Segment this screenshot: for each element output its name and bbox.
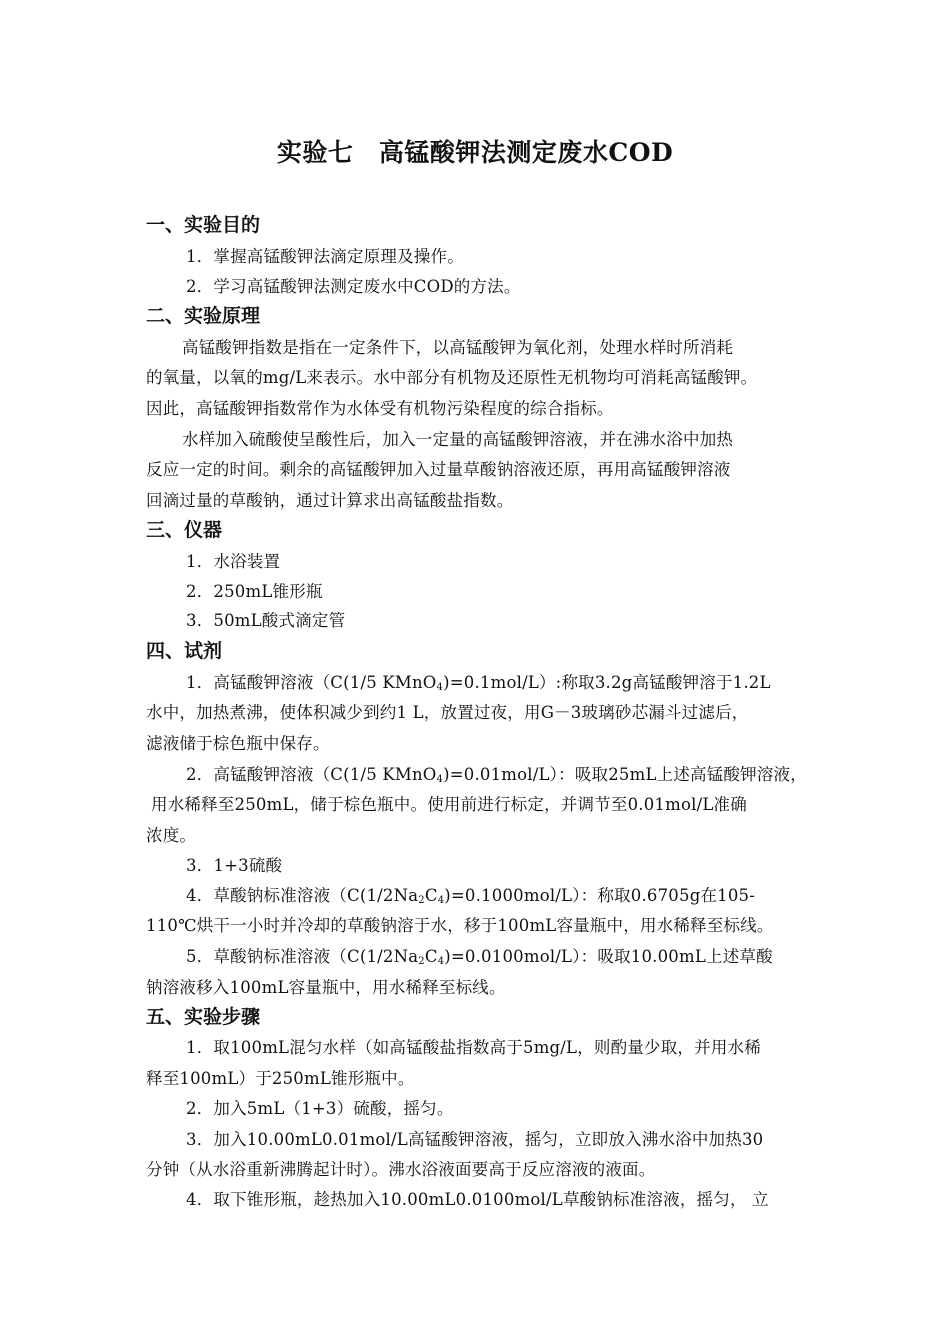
apparatus-item-2: 2．250mL锥形瓶: [186, 582, 323, 601]
reagent-2-line-3: 浓度。: [146, 826, 197, 845]
reagent-2-line-2: 用水稀释至250mL，储于棕色瓶中。使用前进行标定，并调节至0.01mol/L准确: [151, 795, 747, 814]
reagent-2-text-b: )=0.01mol/L）：吸取25mL上述高锰酸钾溶液，: [443, 765, 807, 784]
reagent-2-text-a: 2．高锰酸钾溶液（C(1/5 KMnO: [186, 765, 437, 784]
procedure-step-3-line-2: 分钟（从水浴重新沸腾起计时）。沸水浴液面要高于反应溶液的液面。: [146, 1160, 656, 1179]
procedure-step-2: 2．加入5mL（1+3）硫酸，摇匀。: [186, 1099, 454, 1118]
principle-line-2: 的氧量，以氧的mg/L来表示。水中部分有机物及还原性无机物均可消耗高锰酸钾。: [146, 368, 758, 387]
section-heading-procedure: 五、实验步骤: [146, 1006, 261, 1028]
reagent-5-line-2: 钠溶液移入100mL容量瓶中，用水稀释至标线。: [146, 978, 506, 997]
apparatus-item-1: 1．水浴装置: [186, 552, 281, 571]
section-heading-reagents: 四、试剂: [146, 640, 223, 662]
reagent-3-line-1: 3．1+3硫酸: [186, 856, 283, 875]
subscript-4: 4: [437, 956, 445, 967]
procedure-step-1-line-1: 1．取100mL混匀水样（如高锰酸盐指数高于5mg/L，则酌量少取，并用水稀: [186, 1038, 761, 1057]
reagent-1-line-3: 滤液储于棕色瓶中保存。: [146, 734, 330, 753]
principle-line-6: 回滴过量的草酸钠，通过计算求出高锰酸盐指数。: [146, 491, 514, 510]
subscript-2: 2: [418, 895, 425, 906]
reagent-1-text-b: )=0.1mol/L）:称取3.2g高锰酸钾溶于1.2L: [443, 673, 771, 692]
purpose-item-2: 2．学习高锰酸钾法测定废水中COD的方法。: [186, 277, 521, 296]
reagent-5-text-a: 5．草酸钠标准溶液（C(1/2Na: [186, 947, 419, 966]
section-heading-apparatus: 三、仪器: [146, 519, 223, 541]
reagent-4-text-c: C: [424, 886, 438, 905]
principle-line-4: 水样加入硫酸使呈酸性后，加入一定量的高锰酸钾溶液，并在沸水浴中加热: [182, 430, 734, 449]
reagent-2-line-1: [186, 761, 807, 785]
reagent-5-line-1: [186, 943, 773, 967]
procedure-step-4-line-1: 4．取下锥形瓶，趁热加入10.00mL0.0100mol/L草酸钠标准溶液，摇匀， 立: [186, 1190, 769, 1209]
principle-line-3: 因此，高锰酸钾指数常作为水体受有机物污染程度的综合指标。: [146, 399, 614, 418]
reagent-4-line-1: [186, 882, 755, 906]
purpose-item-1: 1．掌握高锰酸钾法滴定原理及操作。: [186, 247, 464, 266]
reagent-1-line-1: [186, 669, 771, 693]
procedure-step-3-line-1: 3．加入10.00mL0.01mol/L高锰酸钾溶液，摇匀，立即放入沸水浴中加热30: [186, 1130, 764, 1149]
principle-line-1: 高锰酸钾指数是指在一定条件下，以高锰酸钾为氧化剂，处理水样时所消耗: [182, 338, 734, 357]
reagent-4-text-b: )=0.1000mol/L）：称取0.6705g在105-: [444, 886, 756, 905]
page-title: 实验七 高锰酸钾法测定废水COD: [276, 138, 674, 167]
procedure-step-1-line-2: 释至100mL）于250mL锥形瓶中。: [146, 1069, 415, 1088]
subscript-2: 2: [418, 956, 425, 967]
apparatus-item-3: 3．50mL酸式滴定管: [186, 611, 346, 630]
subscript-4: 4: [436, 682, 444, 693]
reagent-5-text-c: C: [424, 947, 438, 966]
reagent-5-text-b: )=0.0100mol/L）：吸取10.00mL上述草酸: [444, 947, 773, 966]
reagent-4-line-2: 110℃烘干一小时并冷却的草酸钠溶于水，移于100mL容量瓶中，用水稀释至标线。: [146, 916, 774, 935]
subscript-4: 4: [437, 895, 445, 906]
reagent-1-text-a: 1．高锰酸钾溶液（C(1/5 KMnO: [186, 673, 437, 692]
reagent-1-line-2: 水中，加热煮沸，使体积减少到约1 L，放置过夜，用G－3玻璃砂芯漏斗过滤后，: [146, 703, 749, 722]
principle-line-5: 反应一定的时间。剩余的高锰酸钾加入过量草酸钠溶液还原，再用高锰酸钾溶液: [146, 460, 731, 479]
section-heading-principle: 二、实验原理: [146, 305, 261, 327]
subscript-4: 4: [436, 774, 444, 785]
section-heading-purpose: 一、实验目的: [146, 214, 261, 236]
reagent-4-text-a: 4．草酸钠标准溶液（C(1/2Na: [186, 886, 419, 905]
